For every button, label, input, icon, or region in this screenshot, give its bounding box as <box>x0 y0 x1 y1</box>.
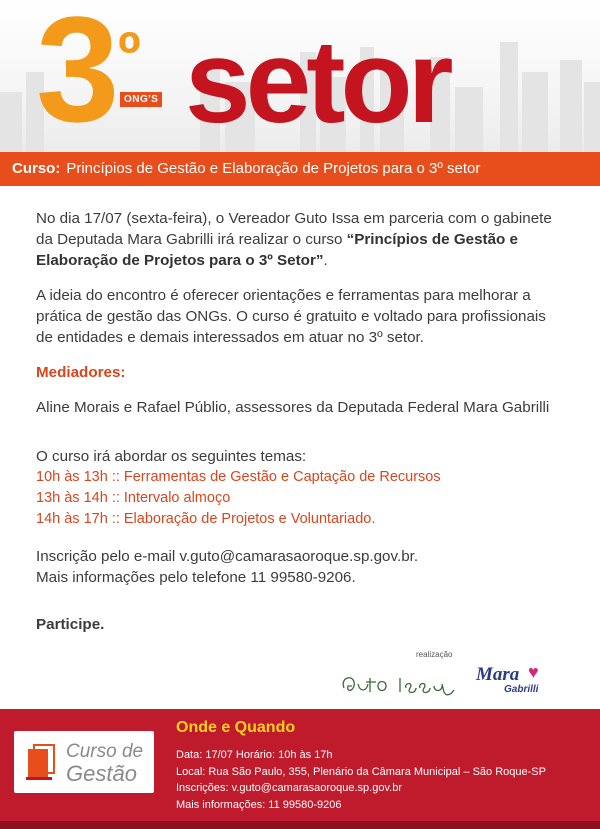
logo-line-1: Curso de <box>66 741 144 762</box>
header-degree-symbol: º <box>118 20 141 89</box>
topic-item: 13h às 14h :: Intervalo almoço <box>36 490 231 506</box>
contact-phone: Mais informações pelo telefone 11 99580-9206. <box>36 569 356 586</box>
heart-icon: ♥ <box>528 662 539 682</box>
realizacao-label: realização <box>416 650 453 659</box>
footer-stripe <box>0 821 600 829</box>
topic-item: 14h às 17h :: Elaboração de Projetos e Voluntariado. <box>36 511 376 527</box>
mediators-heading: Mediadores: <box>36 364 126 381</box>
mara-logo-text: Mara <box>476 664 520 685</box>
footer-title: Onde e Quando <box>176 719 296 736</box>
gabrilli-logo-text: Gabrilli <box>504 684 539 695</box>
course-label: Curso: <box>12 160 61 177</box>
intro-text-start: No dia 17/07 (sexta-feira), o Vereador Guto Issa em parceria com o gabinete da Deputada Mara Gabrilli irá realizar o curso <box>36 210 552 248</box>
main-content <box>36 208 566 635</box>
logo-line-2: Gestão <box>66 761 137 786</box>
topics-intro: O curso irá abordar os seguintes temas: <box>36 448 307 465</box>
footer-info-line: Mais informações: 11 99580-9206 <box>176 798 342 811</box>
header-banner <box>0 0 600 152</box>
header-setor-word: setor <box>185 16 449 148</box>
guto-issa-signature <box>338 664 458 704</box>
course-title-bar <box>0 152 600 186</box>
curso-gestao-logo <box>14 731 154 793</box>
contact-email: Inscrição pelo e-mail v.guto@camarasaoroque.sp.gov.br. <box>36 548 419 565</box>
ongs-tag: ONG'S <box>120 92 162 107</box>
footer-registration-line: Inscrições: v.guto@camarasaoroque.sp.gov.br <box>176 782 402 794</box>
mara-gabrilli-logo <box>474 662 556 706</box>
footer-location-line: Local: Rua São Paulo, 355, Plenário da Câmara Municipal – São Roque-SP <box>176 765 546 778</box>
intro-course-name: “Princípios de Gestão e Elaboração de Projetos para o 3º Setor” <box>36 231 518 269</box>
header-number-3: 3 <box>36 0 114 152</box>
participe-text: Participe. <box>36 616 105 633</box>
intro-text-end: . <box>323 252 328 269</box>
document-icon <box>24 743 58 783</box>
footer-info <box>176 747 546 813</box>
mediators-text: Aline Morais e Rafael Públio, assessores da Deputada Federal Mara Gabrilli <box>36 399 550 416</box>
topic-item: 10h às 13h :: Ferramentas de Gestão e Captação de Recursos <box>36 469 441 485</box>
course-title: Princípios de Gestão e Elaboração de Projetos para o 3º setor <box>66 160 481 177</box>
footer-date-line: Data: 17/07 Horário: 10h às 17h <box>176 749 333 761</box>
intro-paragraph <box>36 208 566 271</box>
idea-paragraph: A ideia do encontro é oferecer orientações e ferramentas para melhorar a prática de gestão das ONGs. O curso é gratuito e voltado para profissionais de entidades e demais interessados em atuar no 3º setor. <box>36 287 546 346</box>
footer-banner <box>0 709 600 829</box>
